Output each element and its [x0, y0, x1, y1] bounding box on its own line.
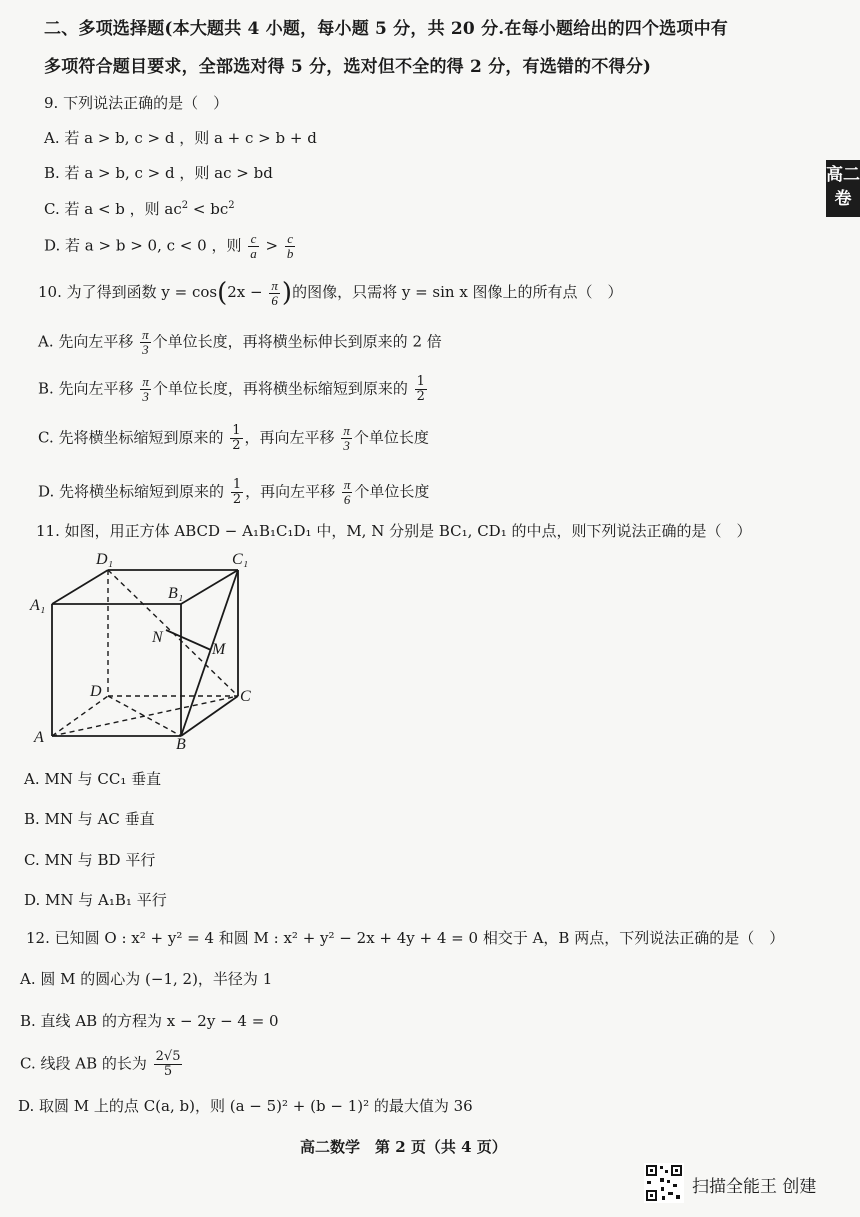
q9-option-c-pre: C. 若 a < b ，则 ac — [44, 200, 182, 218]
side-tab-top: 高二 — [826, 165, 860, 185]
q11-option-c: C. MN 与 BD 平行 — [24, 851, 156, 869]
q12-option-d: D. 取圆 M 上的点 C(a, b)，则 (a − 5)² + (b − 1)² 的最大值为 36 — [18, 1097, 473, 1115]
edge-bc1 — [181, 570, 238, 736]
q12-option-c: C. 线段 AB 的长为 $\frac{2√5}{5}$ — [20, 1049, 181, 1079]
label-d: D — [90, 683, 102, 700]
side-tab-bottom: 卷 — [834, 189, 852, 209]
q9-d-frac1: $\frac{c}{a}$ — [250, 231, 257, 261]
qr-code-icon — [644, 1163, 684, 1203]
q12-stem: 12. 已知圆 O : x² + y² = 4 和圆 M : x² + y² − 2x + 4y + 4 = 0 相交于 A，B 两点，下列说法正确的是（ ） — [26, 929, 785, 947]
q10-b-half: $\frac{1}{2}$ — [416, 374, 425, 404]
q9-option-a: A. 若 a > b, c > d ，则 a + c > b + d — [44, 129, 317, 147]
label-c: C — [240, 688, 251, 705]
page-footer: 高二数学 第 2 页（共 4 页） — [300, 1138, 507, 1156]
side-tab — [826, 160, 860, 217]
q12-c-frac: $\frac{2√5}{5}$ — [155, 1049, 181, 1079]
q9-option-c: C. 若 a < b ，则 $ac^2 < bc^2$ — [44, 200, 235, 218]
label-b: B — [176, 736, 186, 753]
q9-option-d-pre: D. 若 a > b > 0, c < 0 ，则 — [44, 236, 242, 255]
label-m: M — [212, 641, 226, 658]
q10-d-half: $\frac{1}{2}$ — [232, 477, 242, 507]
label-d1: D₁ — [96, 551, 114, 568]
edge-a1d1 — [52, 570, 108, 604]
q11-option-d: D. MN 与 A₁B₁ 平行 — [24, 891, 167, 909]
q12-option-a: A. 圆 M 的圆心为 (−1, 2)，半径为 1 — [20, 970, 273, 988]
q9-option-b: B. 若 a > b, c > d ，则 ac > bd — [44, 164, 273, 182]
section-header-line2: 多项符合题目要求，全部选对得 5 分，选对但不全的得 2 分，有选错的不得分) — [44, 57, 652, 77]
scanner-watermark: 扫描全能王 创建 — [692, 1177, 817, 1197]
section-header-line1: 二、多项选择题(本大题共 4 小题，每小题 5 分，共 20 分.在每小题给出的四个选项中有 — [44, 19, 728, 39]
q10-stem-post: 的图像，只需将 y = sin x 图像上的所有点（ ） — [292, 283, 623, 301]
q9-option-d — [44, 232, 297, 261]
q10-a-frac: $\frac{\pi}{3}$ — [142, 327, 149, 357]
q10-stem: 10. 为了得到函数 y = cos(2x − $\frac{\pi}{6}$ )的图像，只需将 y = sin x 图像上的所有点（ ） — [38, 277, 623, 308]
label-b1: B₁ — [168, 585, 184, 602]
q10-option-b: B. 先向左平移 $\frac{\pi}{3}$ 个单位长度，再将横坐标缩短到原来的 $\frac{1}{2}$ — [38, 374, 425, 404]
q10-stem-frac: $\frac{\pi}{6}$ — [271, 277, 278, 308]
edge-bc — [181, 696, 238, 736]
q10-c-frac: $\frac{\pi}{3}$ — [343, 423, 350, 453]
label-a: A — [34, 729, 44, 746]
q9-d-gt: > — [265, 236, 279, 255]
q9-d-frac2: $\frac{c}{b}$ — [286, 231, 294, 261]
q10-option-d: D. 先将横坐标缩短到原来的 $\frac{1}{2}$ ，再向左平移 $\frac{\pi}{6}$ 个单位长度 — [38, 477, 430, 507]
q10-c-half: $\frac{1}{2}$ — [232, 423, 241, 453]
q10-option-a: A. 先向左平移 $\frac{\pi}{3}$ 个单位长度，再将横坐标伸长到原来的 2 倍 — [38, 327, 442, 357]
label-a1: A₁ — [30, 597, 46, 614]
q10-stem-pre: 10. 为了得到函数 y = cos — [38, 283, 218, 301]
q9-stem: 9. 下列说法正确的是（ ） — [44, 94, 229, 112]
cube-diagram — [26, 548, 266, 753]
q10-option-c: C. 先将横坐标缩短到原来的 $\frac{1}{2}$ ，再向左平移 $\frac{\pi}{3}$ 个单位长度 — [38, 423, 429, 453]
q11-option-b: B. MN 与 AC 垂直 — [24, 810, 155, 828]
q10-d-frac: $\frac{\pi}{6}$ — [343, 477, 351, 507]
q9-option-c-mid: < bc — [188, 200, 229, 218]
label-n: N — [152, 629, 163, 646]
edge-b1c1 — [181, 570, 238, 604]
q11-stem: 11. 如图，用正方体 ABCD − A₁B₁C₁D₁ 中，M, N 分别是 BC₁, CD₁ 的中点，则下列说法正确的是（ ） — [36, 522, 752, 540]
q12-option-b: B. 直线 AB 的方程为 x − 2y − 4 = 0 — [20, 1012, 279, 1030]
q10-b-frac: $\frac{\pi}{3}$ — [142, 374, 149, 404]
q11-option-a: A. MN 与 CC₁ 垂直 — [24, 770, 162, 788]
label-c1: C₁ — [232, 551, 249, 568]
